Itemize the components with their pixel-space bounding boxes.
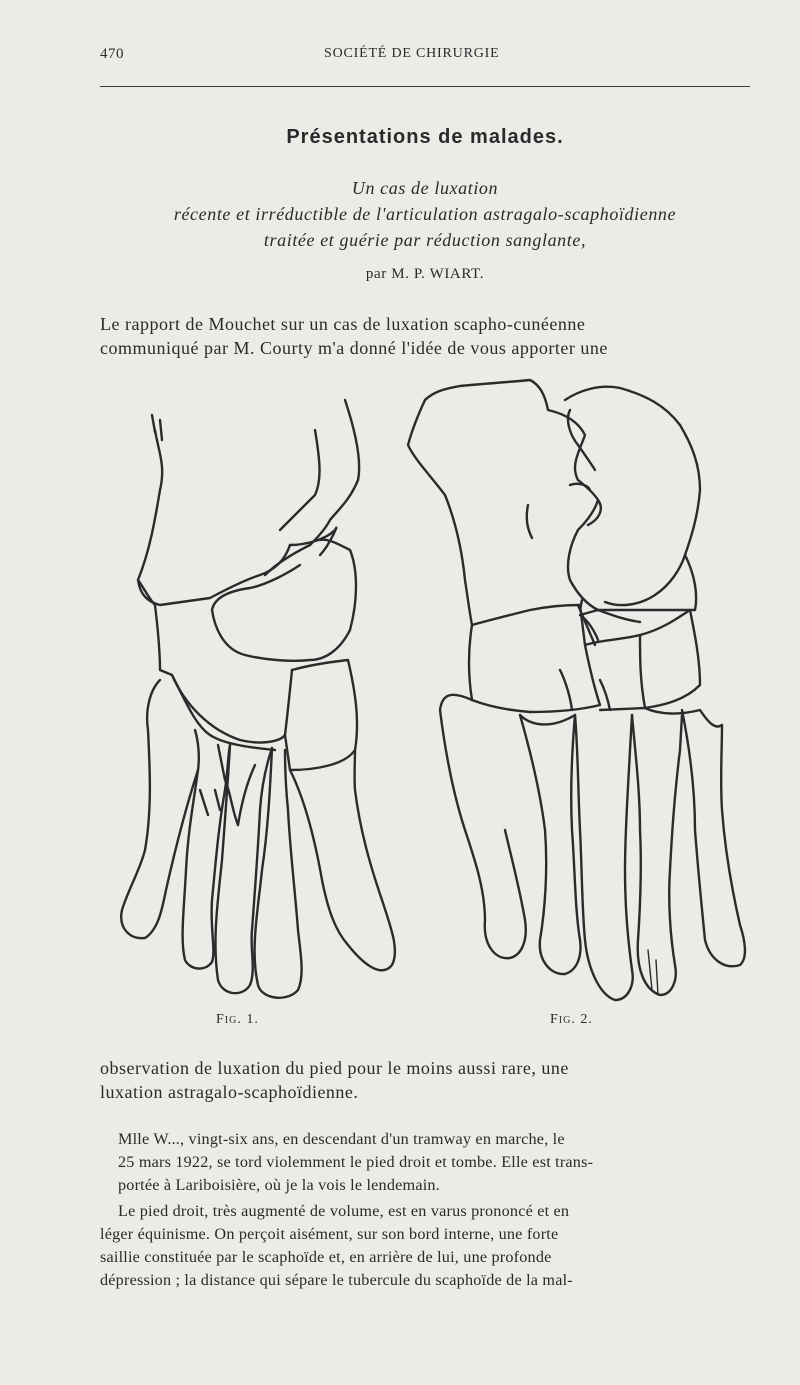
case-paragraph [100, 1128, 752, 1197]
page-number: 470 [100, 46, 124, 62]
article-title-line-2: récente et irréductible de l'articulation astragalo-scaphoïdienne [173, 204, 677, 224]
exam-line-3: saillie constituée par le scaphoïde et, en arrière de lui, une profonde [100, 1248, 552, 1266]
case-line-3: portée à Lariboisière, où je la vois le lendemain. [118, 1176, 440, 1194]
foot-xray-drawings [100, 370, 750, 1010]
figures-block [100, 370, 750, 1035]
article-title [100, 175, 750, 253]
fig1-foot-drawing [121, 400, 395, 998]
intro-line-1: Le rapport de Mouchet sur un cas de luxation scapho-cunéenne [100, 314, 586, 334]
intro-line-2: communiqué par M. Courty m'a donné l'idée de vous apporter une [100, 338, 608, 358]
exam-line-4: dépression ; la distance qui sépare le tubercule du scaphoïde de la mal- [100, 1271, 573, 1289]
fig2-caption: Fig. 2. [550, 1012, 593, 1027]
article-title-line-3: traitée et guérie par réduction sanglante, [263, 230, 587, 250]
byline: par M. P. WIART. [365, 266, 485, 282]
article-title-line-1: Un cas de luxation [351, 178, 499, 198]
header-rule [100, 86, 750, 87]
intro-paragraph-continued [100, 1056, 752, 1104]
case-line-1: Mlle W..., vingt-six ans, en descendant d'un tramway en marche, le [118, 1130, 565, 1148]
exam-line-2: léger équinisme. On perçoit aisément, sur son bord interne, une forte [100, 1225, 559, 1243]
fig1-caption: Fig. 1. [216, 1012, 259, 1027]
exam-paragraph [100, 1200, 752, 1292]
intro-paragraph [100, 312, 752, 360]
case-line-2: 25 mars 1922, se tord violemment le pied droit et tombe. Elle est trans- [118, 1153, 594, 1171]
intro-cont-line-2: luxation astragalo-scaphoïdienne. [100, 1082, 359, 1102]
journal-title: SOCIÉTÉ DE CHIRURGIE [324, 46, 500, 61]
section-title: Présentations de malades. [286, 126, 564, 148]
exam-line-1: Le pied droit, très augmenté de volume, est en varus prononcé et en [118, 1202, 570, 1220]
running-head [100, 46, 750, 70]
intro-cont-line-1: observation de luxation du pied pour le moins aussi rare, une [100, 1058, 569, 1078]
fig2-foot-drawing [408, 380, 745, 1000]
